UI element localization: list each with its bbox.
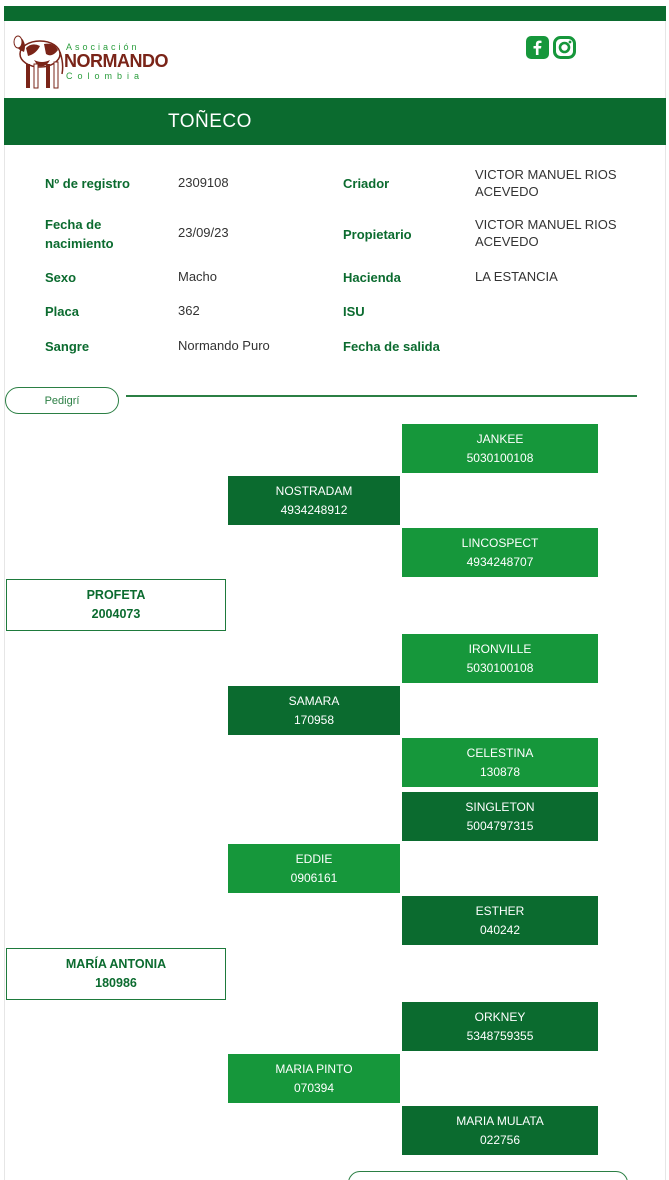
pedigree-node-jankee[interactable]: [402, 424, 598, 473]
nacimiento-label: Fecha de nacimiento: [45, 217, 114, 251]
placa-value: 362: [178, 303, 200, 318]
node-name: CELESTINA: [466, 745, 534, 760]
node-name: ORKNEY: [474, 1009, 526, 1024]
node-name: IRONVILLE: [468, 641, 532, 656]
node-id: 040242: [479, 922, 521, 937]
pedigree-tab[interactable]: Pedigrí: [5, 387, 119, 414]
placa-label: Placa: [45, 304, 79, 319]
sexo-label: Sexo: [45, 270, 77, 285]
isu-label: ISU: [343, 304, 365, 319]
node-id: 2004073: [91, 607, 141, 621]
registro-value: 2309108: [178, 175, 229, 190]
pedigree-node-maria-mulata[interactable]: [402, 1106, 598, 1155]
node-id: 5030100108: [466, 450, 534, 465]
criador-label: Criador: [343, 176, 390, 191]
node-name: LINCOSPECT: [461, 535, 539, 550]
node-name: MARIA MULATA: [456, 1113, 544, 1128]
node-name: MARIA PINTO: [275, 1061, 353, 1076]
node-id: 130878: [479, 764, 521, 779]
node-name: ESTHER: [475, 903, 525, 918]
node-name: SAMARA: [288, 693, 340, 708]
node-id: 180986: [95, 976, 137, 990]
node-id: 5004797315: [466, 818, 534, 833]
propietario-value: VICTOR MANUEL RIOS ACEVEDO: [475, 217, 617, 249]
pedigree-node-sire[interactable]: [6, 579, 226, 631]
node-name: SINGLETON: [465, 799, 535, 814]
node-id: 170958: [293, 712, 335, 727]
salida-label: Fecha de salida: [343, 339, 440, 354]
brand-line-3: Colombia: [66, 71, 145, 81]
node-name: PROFETA: [86, 588, 146, 602]
propietario-label: Propietario: [343, 227, 412, 242]
pedigree-node-ironville[interactable]: [402, 634, 598, 683]
pedigree-node-maria-pinto[interactable]: [228, 1054, 400, 1103]
pedigree-node-celestina[interactable]: [402, 738, 598, 787]
facebook-icon[interactable]: [526, 36, 549, 59]
pedigree-divider: [126, 395, 637, 397]
cow-icon: [12, 24, 64, 94]
node-name: NOSTRADAM: [275, 483, 353, 498]
sexo-value: Macho: [178, 269, 218, 284]
criador-value: VICTOR MANUEL RIOS ACEVEDO: [475, 167, 617, 199]
brand-line-1: Asociación: [66, 42, 140, 52]
animal-name: TOÑECO: [168, 111, 252, 132]
animal-title-bar: [4, 98, 666, 145]
hacienda-label: Hacienda: [343, 270, 401, 285]
hacienda-value: LA ESTANCIA: [475, 269, 558, 284]
node-id: 4934248912: [280, 502, 348, 517]
pedigree-node-dam[interactable]: [6, 948, 226, 1000]
pedigree-node-esther[interactable]: [402, 896, 598, 945]
pedigree-node-nostradam[interactable]: [228, 476, 400, 525]
pedigree-node-orkney[interactable]: [402, 1002, 598, 1051]
node-name: EDDIE: [295, 851, 333, 866]
sangre-label: Sangre: [45, 339, 90, 354]
social-links: [526, 36, 576, 59]
node-id: 022756: [479, 1132, 521, 1147]
pedigree-node-eddie[interactable]: [228, 844, 400, 893]
pedigree-node-singleton[interactable]: [402, 792, 598, 841]
node-name: MARÍA ANTONIA: [65, 957, 167, 971]
pedigree-node-samara[interactable]: [228, 686, 400, 735]
node-id: 070394: [293, 1080, 335, 1095]
node-id: 5030100108: [466, 660, 534, 675]
sangre-value: Normando Puro: [178, 338, 270, 353]
node-id: 5348759355: [466, 1028, 534, 1043]
brand-line-2: NORMANDO: [64, 51, 168, 71]
pedigree-node-lincospect[interactable]: [402, 528, 598, 577]
association-logo[interactable]: [12, 24, 172, 94]
bottom-action-button[interactable]: [348, 1171, 628, 1180]
registro-label: Nº de registro: [45, 176, 130, 191]
node-id: 0906161: [290, 870, 338, 885]
instagram-icon[interactable]: [553, 36, 576, 59]
node-id: 4934248707: [466, 554, 534, 569]
top-strip: [4, 6, 666, 21]
node-name: JANKEE: [476, 431, 524, 446]
nacimiento-value: 23/09/23: [178, 225, 229, 240]
